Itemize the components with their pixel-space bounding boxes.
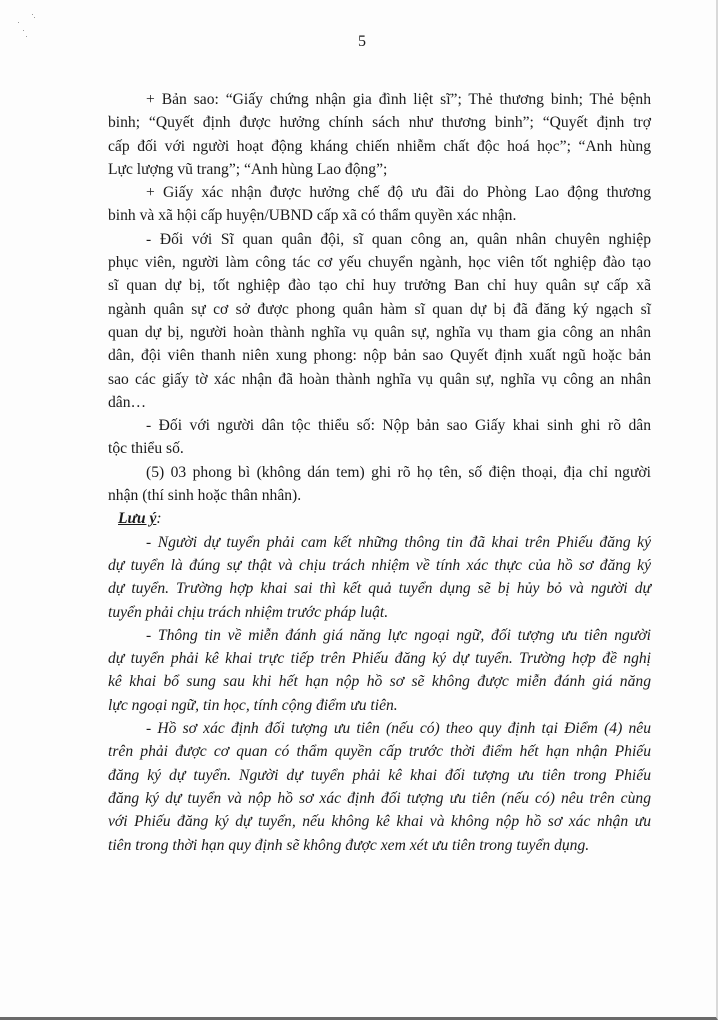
text-line: dân… bbox=[108, 393, 147, 411]
text-line: - Người dự tuyển phải cam kết những thông tin đã khai trên Phiếu đăng ký bbox=[146, 533, 651, 551]
text-line: sao các giấy tờ xác nhận đã hoàn thành nghĩa vụ quân sự, nghĩa vụ công an nhân bbox=[108, 370, 651, 388]
text-line: + Giấy xác nhận được hưởng chế độ ưu đãi do Phòng Lao động thương bbox=[146, 184, 651, 202]
text-line: ngành quân sự cơ sở được phong quân hàm sĩ quan dự bị đã đăng ký ngạch sĩ bbox=[108, 300, 651, 318]
page-number: 5 bbox=[358, 33, 366, 50]
text-line: dự tuyển là đúng sự thật và chịu trách nhiệm về tính xác thực của hồ sơ đăng ký bbox=[108, 556, 651, 574]
text-line: đăng ký dự tuyển. Người dự tuyển phải kê khai đối tượng ưu tiên trong Phiếu bbox=[108, 766, 651, 784]
text-line: sĩ quan dự bị, tốt nghiệp đào tạo chỉ huy trưởng Ban chỉ huy quân sự cấp xã bbox=[108, 277, 651, 295]
text-line: tiên trong thời hạn quy định sẽ không được xem xét ưu tiên trong tuyển dụng. bbox=[108, 836, 590, 854]
note-title-colon: : bbox=[156, 510, 162, 528]
note-exemption bbox=[108, 624, 651, 717]
text-line: + Bản sao: “Giấy chứng nhận gia đình liệt sĩ”; Thẻ thương binh; Thẻ bệnh bbox=[146, 91, 651, 108]
text-line: tuyển phải chịu trách nhiệm trước pháp luật. bbox=[108, 603, 389, 621]
text-line: - Đối với người dân tộc thiểu số: Nộp bản sao Giấy khai sinh ghi rõ dân bbox=[146, 417, 651, 435]
note-title bbox=[118, 510, 156, 527]
text-line: phục viên, người làm công tác cơ yếu chuyển ngành, học viên tốt nghiệp đào tạo bbox=[108, 254, 651, 272]
text-line: nhận (thí sinh hoặc thân nhân). bbox=[108, 487, 302, 505]
paragraph-copies-list bbox=[108, 88, 651, 181]
text-line: binh và xã hội cấp huyện/UBND cấp xã có thẩm quyền xác nhận. bbox=[108, 207, 517, 225]
text-line: lực ngoại ngữ, tin học, tính cộng điểm ưu tiên. bbox=[108, 696, 398, 714]
text-line: - Thông tin về miễn đánh giá năng lực ngoại ngữ, đối tượng ưu tiên người bbox=[146, 626, 651, 644]
paragraph-envelopes bbox=[108, 461, 651, 508]
text-line: (5) 03 phong bì (không dán tem) ghi rõ họ tên, số điện thoại, địa chỉ người bbox=[146, 463, 651, 481]
note-priority-documents bbox=[108, 717, 651, 857]
text-line: dự tuyển phải kê khai trực tiếp trên Phiếu đăng ký dự tuyển. Trường hợp đề nghị bbox=[108, 650, 651, 668]
text-line: - Hồ sơ xác định đối tượng ưu tiên (nếu có) theo quy định tại Điểm (4) nêu bbox=[146, 720, 651, 738]
text-line: cấp đối với người hoạt động kháng chiến nhiễm chất độc hoá học”; “Anh hùng bbox=[108, 137, 651, 155]
note-commitment bbox=[108, 531, 651, 624]
paragraph-confirmation-letter bbox=[108, 181, 651, 228]
paragraph-officers bbox=[108, 228, 651, 414]
text-line: Lực lượng vũ trang”; “Anh hùng Lao động”; bbox=[108, 160, 388, 178]
text-line: kê khai bổ sung sau khi hết hạn nộp hồ sơ sẽ không được miễn đánh giá năng bbox=[108, 673, 651, 691]
note-heading bbox=[108, 507, 651, 530]
text-line: binh; “Quyết định được hưởng chính sách như thương binh”; “Quyết định trợ bbox=[108, 114, 651, 132]
text-line: dự tuyển. Trường hợp khai sai thì kết quả tuyển dụng sẽ bị hủy bỏ và người dự bbox=[108, 580, 651, 598]
text-line: trên phải được cơ quan có thẩm quyền cấp trước thời điểm hết hạn nhận Phiếu bbox=[108, 743, 651, 761]
text-line: đăng ký dự tuyển và nộp hồ sơ xác định đối tượng ưu tiên (nếu có) nêu trên cùng bbox=[108, 789, 651, 807]
text-line: - Đối với Sĩ quan quân đội, sĩ quan công an, quân nhân chuyên nghiệp bbox=[146, 230, 651, 248]
paragraph-ethnic-minority bbox=[108, 414, 651, 461]
text-line: dân, đội viên thanh niên xung phong: nộp bản sao Quyết định xuất ngũ hoặc bản bbox=[108, 347, 651, 365]
note-title-text: Lưu ý bbox=[118, 510, 157, 528]
text-line: với Phiếu đăng ký dự tuyển, nếu không kê khai và không nộp hồ sơ xác nhận ưu bbox=[108, 813, 651, 831]
document-body bbox=[108, 88, 651, 857]
text-line: quan dự bị, người hoàn thành nghĩa vụ quân sự, nghĩa vụ tham gia công an nhân bbox=[108, 323, 651, 341]
text-line: tộc thiểu số. bbox=[108, 440, 184, 458]
